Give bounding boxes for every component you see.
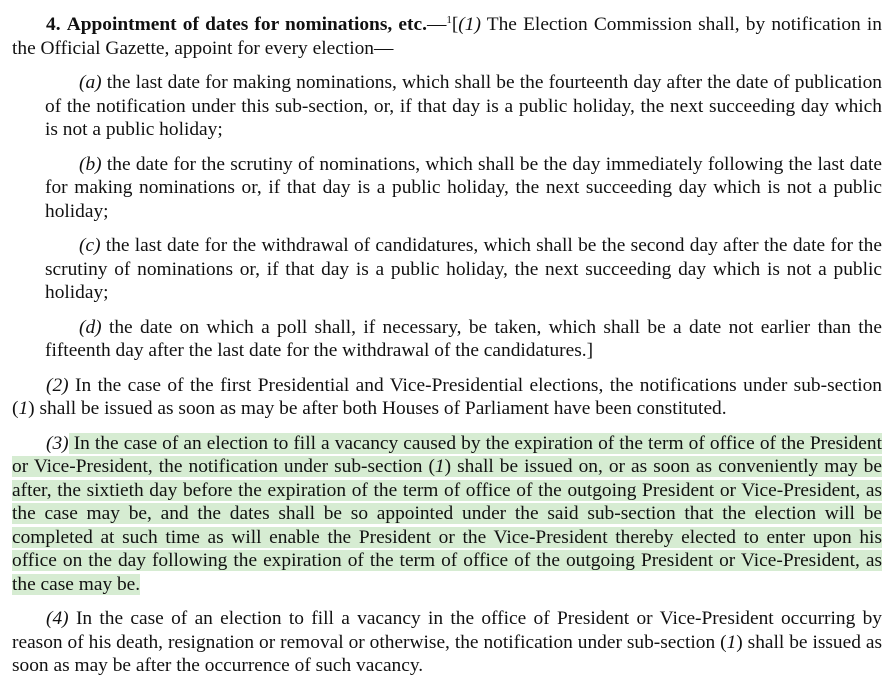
sub-section-3-text-a: In the case of an election to fill a vacancy caused by the expiration of the term of office of the President or Vice-President, the notification under sub-section (	[12, 432, 882, 477]
section-intro-text: The Election Commission shall, by notification in the Official Gazette, appoint for every election—	[12, 14, 882, 59]
section-heading: Appointment of dates for nominations, etc.	[66, 14, 427, 35]
clause-a-text: the last date for making nominations, which shall be the fourteenth day after the date of publication of the notification under this sub-section, or, if that day is a public holiday, the next succeeding day which is not a public holiday;	[45, 72, 882, 140]
clause-b-text: the date for the scrutiny of nominations, which shall be the day immediately following the last date for making nominations or, if that day is a public holiday, the next succeeding day which is not a public holiday;	[45, 153, 882, 222]
footnote-mark[interactable]: 1	[446, 14, 452, 26]
sub-section-4-ref: 1	[726, 631, 737, 653]
clause-b	[45, 153, 882, 224]
clause-c-text: the last date for the withdrawal of candidatures, which shall be the second day after the date for the scrutiny of nominations or, if that day is a public holiday, the next succeeding day which is not a public holiday;	[45, 235, 882, 303]
sub-section-4-text-a: In the case of an election to fill a vacancy in the office of President or Vice-President occurring by reason of his death, resignation or removal or otherwise, the notification under sub-section (	[12, 608, 882, 653]
sub-section-4-label: (4)	[46, 608, 69, 629]
clause-b-label: (b)	[79, 153, 102, 175]
clause-a	[45, 71, 882, 142]
open-bracket: [	[451, 14, 459, 35]
sub-section-2-text-b: ) shall be issued as soon as may be after both Houses of Parliament have been constituted.	[28, 398, 727, 419]
clause-a-label: (a)	[79, 72, 102, 93]
sub-section-2-text-a: In the case of the first Presidential and Vice-Presidential elections, the notifications under sub-section (	[12, 374, 882, 419]
clause-d-text: the date on which a poll shall, if necessary, be taken, which shall be a date not earlier than the fifteenth day after the last date for the withdrawal of the candidatures.]	[45, 316, 882, 361]
sub-section-3-label: (3)	[46, 432, 69, 454]
sub-section-2-label: (2)	[46, 374, 69, 396]
section-4-intro	[12, 13, 882, 60]
clause-c	[45, 234, 882, 305]
heading-dash: —	[426, 14, 447, 35]
clause-d	[45, 316, 882, 363]
sub-section-2-ref: 1	[18, 398, 29, 419]
sub-section-4-text-b: ) shall be issued as soon as may be after the occurrence of such vacancy.	[12, 631, 882, 676]
sub-section-2	[12, 374, 882, 421]
sub-section-1-label: (1)	[458, 14, 481, 35]
sub-section-4	[12, 607, 882, 678]
clause-d-label: (d)	[79, 316, 102, 338]
clause-c-label: (c)	[79, 235, 101, 256]
sub-section-3-ref: 1	[434, 456, 445, 477]
highlighted-passage	[12, 433, 882, 595]
sub-section-3	[12, 432, 882, 597]
document-page	[12, 13, 882, 678]
sub-section-3-text-b: ) shall be issued on, or as soon as conveniently may be after, the sixtieth day before the expiration of the term of office of the outgoing President or Vice-President, as the case may be, and the dates shall be so appointed under the said sub-section that the election will be completed at such time as will enable the President or the Vice-President thereby elected to enter upon his office on the day following the expiration of the term of office of the outgoing President or Vice-President, as the case may be.	[12, 456, 882, 595]
section-number: 4.	[46, 14, 61, 35]
